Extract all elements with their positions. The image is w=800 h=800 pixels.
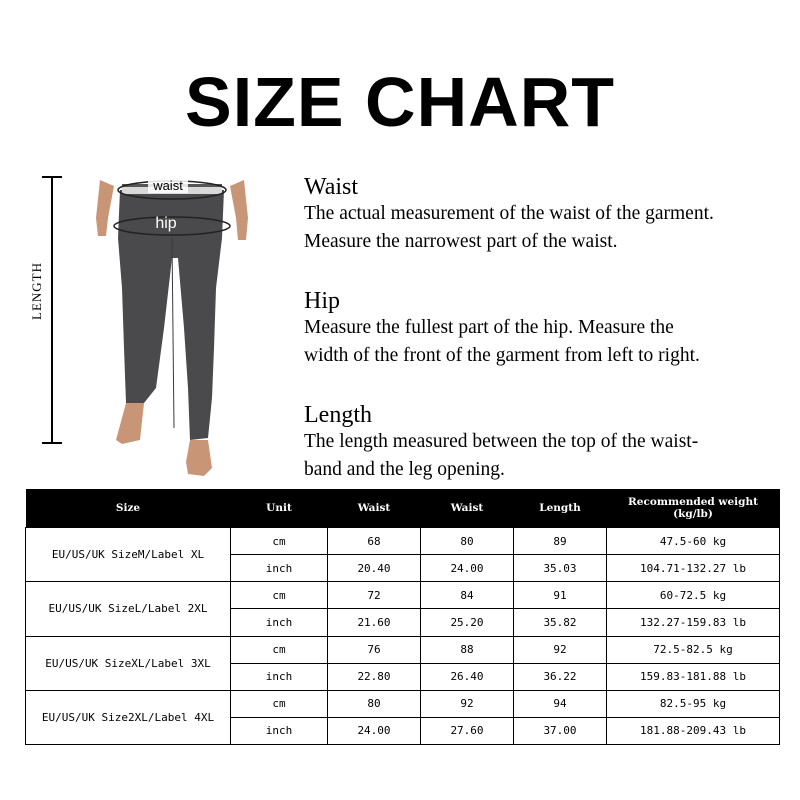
- table-row: [26, 690, 780, 717]
- size-cell: EU/US/UK SizeM/Label XL: [26, 528, 231, 582]
- waist-cell: 68: [328, 528, 421, 555]
- header-recommended-weight: Recommended weight (kg/lb): [607, 489, 780, 528]
- weight-cell: 72.5-82.5 kg: [607, 636, 780, 663]
- waist-cell: 80: [421, 528, 514, 555]
- weight-cell: 60-72.5 kg: [607, 582, 780, 609]
- table-header-row: [26, 489, 780, 528]
- waist-cell: 20.40: [328, 555, 421, 582]
- unit-cell: cm: [231, 636, 328, 663]
- table-row: [26, 636, 780, 663]
- hip-text-line: Measure the fullest part of the hip. Measure the: [304, 317, 674, 338]
- length-cell: 35.03: [514, 555, 607, 582]
- header-length: Length: [514, 489, 607, 528]
- weight-cell: 47.5-60 kg: [607, 528, 780, 555]
- length-text-line: band and the leg opening.: [304, 459, 505, 480]
- length-cell: 92: [514, 636, 607, 663]
- length-text-line: The length measured between the top of the waist-: [304, 431, 699, 452]
- page-title: SIZE CHART: [185, 63, 615, 141]
- unit-cell: cm: [231, 582, 328, 609]
- size-cell: EU/US/UK SizeL/Label 2XL: [26, 582, 231, 636]
- waist-cell: 92: [421, 690, 514, 717]
- weight-cell: 104.71-132.27 lb: [607, 555, 780, 582]
- length-heading: Length: [304, 402, 372, 428]
- waist-text-line: Measure the narrowest part of the waist.: [304, 231, 618, 252]
- unit-cell: inch: [231, 717, 328, 744]
- length-cell: 36.22: [514, 663, 607, 690]
- waist-cell: 76: [328, 636, 421, 663]
- length-section: [304, 402, 698, 484]
- waist-cell: 27.60: [421, 717, 514, 744]
- header-size: Size: [26, 489, 231, 528]
- waist-cell: 24.00: [328, 717, 421, 744]
- unit-cell: inch: [231, 555, 328, 582]
- waist-cell: 24.00: [421, 555, 514, 582]
- unit-cell: inch: [231, 609, 328, 636]
- length-cell: 91: [514, 582, 607, 609]
- table-row: [26, 528, 780, 555]
- waist-cell: 80: [328, 690, 421, 717]
- waist-tag: waist: [153, 178, 183, 193]
- length-cell: 35.82: [514, 609, 607, 636]
- size-cell: EU/US/UK Size2XL/Label 4XL: [26, 690, 231, 744]
- size-cell: EU/US/UK SizeXL/Label 3XL: [26, 636, 231, 690]
- waist-cell: 26.40: [421, 663, 514, 690]
- length-ruler-label: LENGTH: [29, 262, 44, 320]
- weight-cell: 82.5-95 kg: [607, 690, 780, 717]
- waist-cell: 22.80: [328, 663, 421, 690]
- length-cell: 94: [514, 690, 607, 717]
- length-cell: 89: [514, 528, 607, 555]
- header-waist: Waist: [421, 489, 514, 528]
- waist-text-line: The actual measurement of the waist of the garment.: [304, 203, 714, 224]
- header-waist: Waist: [328, 489, 421, 528]
- waist-cell: 21.60: [328, 609, 421, 636]
- hip-tag: hip: [155, 215, 177, 232]
- weight-cell: 181.88-209.43 lb: [607, 717, 780, 744]
- table-row: [26, 582, 780, 609]
- waist-heading: Waist: [304, 174, 359, 200]
- unit-cell: cm: [231, 690, 328, 717]
- hip-section: [304, 288, 700, 370]
- unit-cell: inch: [231, 663, 328, 690]
- waist-cell: 72: [328, 582, 421, 609]
- waist-cell: 88: [421, 636, 514, 663]
- unit-cell: cm: [231, 528, 328, 555]
- header-unit: Unit: [231, 489, 328, 528]
- hip-heading: Hip: [304, 288, 340, 314]
- length-cell: 37.00: [514, 717, 607, 744]
- waist-cell: 84: [421, 582, 514, 609]
- model-legs-illustration: [92, 178, 252, 478]
- weight-cell: 132.27-159.83 lb: [607, 609, 780, 636]
- size-table: [25, 489, 780, 745]
- weight-cell: 159.83-181.88 lb: [607, 663, 780, 690]
- waist-cell: 25.20: [421, 609, 514, 636]
- hip-text-line: width of the front of the garment from left to right.: [304, 345, 700, 366]
- waist-section: [304, 174, 714, 256]
